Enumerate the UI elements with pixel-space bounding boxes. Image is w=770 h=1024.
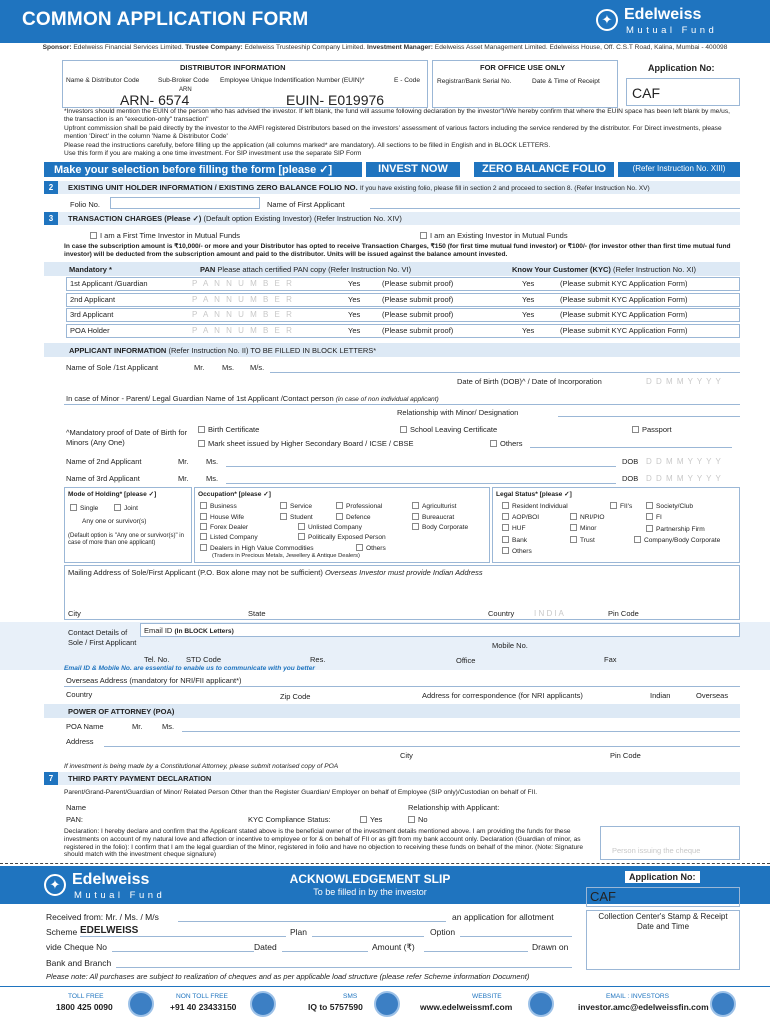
pan-yes-option[interactable]: Yes <box>348 325 361 335</box>
sms-label: SMS <box>343 993 358 1000</box>
pin-label: Pin Code <box>608 609 639 618</box>
section-2-title: EXISTING UNIT HOLDER INFORMATION / EXISTING ZERO BALANCE FOLIO NO. If you have existing folio, please fill in section 2 and proceed to section 8. (Refer Instruction No. XV) <box>68 183 650 192</box>
occupation-checkbox[interactable] <box>298 533 305 540</box>
existing-checkbox[interactable] <box>420 232 427 239</box>
distributor-col-subbroker: Sub-Broker Code <box>158 77 209 84</box>
occupation-checkbox[interactable] <box>200 513 207 520</box>
occupation-checkbox[interactable] <box>412 502 419 509</box>
form-header <box>0 0 770 43</box>
legal-status-checkbox[interactable] <box>646 513 653 520</box>
applicant-info-title: APPLICANT INFORMATION (Refer Instruction No. II) TO BE FILLED IN BLOCK LETTERS* <box>69 346 377 355</box>
selection-refer: (Refer Instruction No. XIII) <box>618 162 740 177</box>
state-label: State <box>248 609 266 618</box>
occupation-checkbox[interactable] <box>200 544 207 551</box>
occupation-option[interactable]: Defence <box>336 513 371 521</box>
relationship-input[interactable] <box>558 416 740 417</box>
legal-status-checkbox[interactable] <box>570 513 577 520</box>
marksheet-checkbox[interactable] <box>198 440 205 447</box>
envelope-icon <box>710 991 736 1017</box>
dob-label: Date of Birth (DOB)^ / Date of Incorporation <box>457 377 602 386</box>
plan-input[interactable] <box>312 936 424 937</box>
tp-no-option[interactable]: No <box>408 815 428 824</box>
legal-status-checkbox[interactable] <box>646 502 653 509</box>
communication-note: Email ID & Mobile No. are essential to enable us to communicate with you better <box>64 665 315 672</box>
pan-row-label: 1st Applicant /Guardian <box>70 279 148 288</box>
third-applicant-label: Name of 3rd Applicant <box>66 474 140 483</box>
application-no-label: Application No: <box>648 63 715 73</box>
kyc-proof-label: (Please submit KYC Application Form) <box>560 310 688 319</box>
legal-status-checkbox[interactable] <box>502 547 509 554</box>
kyc-yes-option[interactable]: Yes <box>522 294 535 304</box>
arn-small: ARN <box>179 87 192 93</box>
section-3-num: 3 <box>44 212 58 225</box>
sms-icon <box>374 991 400 1017</box>
ack-logo-sub: Mutual Fund <box>74 890 166 901</box>
occupation-option[interactable]: House Wife <box>200 513 244 521</box>
pan-row-label: 2nd Applicant <box>70 294 116 304</box>
poa-name-label: POA Name <box>66 722 104 731</box>
declaration-text: Declaration: I hereby declare and confirm that the Applicant stated above is the beneficial owner of the investment details mentioned above. I am providing the funds for these investments on account of my natural love and affection or incentive to employee or for & on behalf of FII or as gift from my bank account only. Declaration (Guardian of minor, as registered in the folio): I confirm that I am the legal guardian of the Minor, registered in folio and have no objection to receiving these funds on behalf of the minor. (Note: Signature should match with the investment cheque signature) <box>64 828 584 859</box>
pan-number-input[interactable]: P A N N U M B E R <box>192 279 294 288</box>
third-ms[interactable]: Ms. <box>206 474 219 483</box>
legal-status-option[interactable]: Company/Body Corporate <box>634 536 720 544</box>
occupation-option[interactable]: Listed Company <box>200 533 258 541</box>
tel-label: Tel. No. <box>144 655 170 664</box>
mandatory-label: Mandatory * <box>69 265 112 274</box>
legal-status-option[interactable]: Society/Club <box>646 502 693 510</box>
relationship-label: Relationship with Minor/ Designation <box>397 408 519 417</box>
legal-status-option[interactable]: AOP/BOI <box>502 513 539 521</box>
distributor-heading: DISTRIBUTOR INFORMATION <box>180 63 286 72</box>
occupation-checkbox[interactable] <box>336 502 343 509</box>
distributor-col-ecode: E - Code <box>394 77 421 84</box>
bank-label: Bank and Branch <box>46 958 112 968</box>
legal-status-option[interactable]: Others <box>502 547 532 555</box>
holding-any[interactable]: Any one or survivor(s) <box>82 518 147 525</box>
pan-yes-option[interactable]: Yes <box>348 294 361 304</box>
office-col-date: Date & Time of Receipt <box>532 78 600 85</box>
email-label: Email ID (In BLOCK Letters) <box>144 626 234 635</box>
poa-address-label: Address <box>66 737 94 746</box>
occupation-checkbox[interactable] <box>412 513 419 520</box>
kyc-heading: Know Your Customer (KYC) (Refer Instruction No. XI) <box>512 265 696 274</box>
occupation-checkbox[interactable] <box>280 513 287 520</box>
euin-note: *Investors should mention the EUIN of the person who has advised the investor. If left blank, the fund will assume following declaration by the investor"I/We hereby confirm that where the EUIN space has been left blank by me/us, the transaction is an "execution-only" transaction" <box>64 108 730 123</box>
city-label: City <box>68 609 81 618</box>
caf-label: CAF <box>632 85 660 101</box>
nontollfree-label: NON TOLL FREE <box>176 993 228 1000</box>
invest-now-option[interactable]: INVEST NOW <box>366 162 460 177</box>
distributor-col-euin: Employee Unique Indentification Number (EUIN)* <box>220 77 365 84</box>
stamp-label: Collection Center's Stamp & Receipt Date and Time <box>598 912 728 931</box>
occupation-checkbox[interactable] <box>412 523 419 530</box>
correspondence-label: Address for correspondence (for NRI applicants) <box>422 691 583 700</box>
pan-number-input[interactable]: P A N N U M B E R <box>192 294 294 304</box>
minor-label: In case of Minor - Parent/ Legal Guardian Name of 1st Applicant /Contact person (in case of non individual applicant) <box>66 394 439 403</box>
legal-status-checkbox[interactable] <box>570 524 577 531</box>
office-col-serial: Registrar/Bank Serial No. <box>437 78 512 85</box>
phone-icon <box>128 991 154 1017</box>
birth-cert-checkbox[interactable] <box>198 426 205 433</box>
legal-status-option[interactable]: NRI/PIO <box>570 513 605 521</box>
occupation-checkbox[interactable] <box>200 533 207 540</box>
occupation-option[interactable]: Service <box>280 502 312 510</box>
occupation-note: (Traders in Precious Metals, Jewellery & Antique Dealers) <box>212 553 360 559</box>
legal-title: Legal Status* [please ✓] <box>496 491 572 498</box>
kyc-proof-label: (Please submit KYC Application Form) <box>560 279 688 288</box>
joint-checkbox[interactable] <box>114 504 121 511</box>
dob-input[interactable]: D D M M Y Y Y Y <box>646 377 722 386</box>
received-input[interactable] <box>178 921 446 922</box>
poa-name-input[interactable] <box>182 731 740 732</box>
legal-status-checkbox[interactable] <box>502 502 509 509</box>
pan-yes-option[interactable]: Yes <box>348 310 361 319</box>
footer <box>0 986 770 1024</box>
legal-status-checkbox[interactable] <box>570 536 577 543</box>
occupation-option[interactable]: Dealers in High Value Commodities <box>200 544 314 552</box>
scheme-input[interactable] <box>80 936 286 937</box>
pan-proof-label: (Please submit proof) <box>382 279 454 288</box>
ms-label[interactable]: Ms. <box>222 363 235 372</box>
received-label: Received from: Mr. / Ms. / M/s <box>46 912 159 922</box>
legal-status-option[interactable]: FI <box>646 513 662 521</box>
single-checkbox[interactable] <box>70 504 77 511</box>
holding-note: (Default option is "Any one or survivor(s)" in case of more than one applicant) <box>68 533 184 546</box>
tp-no-checkbox[interactable] <box>408 816 415 823</box>
dated-input[interactable] <box>282 951 368 952</box>
third-applicant-input[interactable] <box>226 483 616 484</box>
birth-cert-option[interactable]: Birth Certificate <box>198 425 259 434</box>
pan-proof-label: (Please submit proof) <box>382 325 454 335</box>
section-7-title: THIRD PARTY PAYMENT DECLARATION <box>68 774 212 783</box>
poa-ms[interactable]: Ms. <box>162 722 175 731</box>
instructions-note: Please read the instructions carefully, before filling up the application (all columns marked* are mandatory). All sections to be filled in English and in BLOCK LETTERS. <box>64 142 551 149</box>
poa-heading: POWER OF ATTORNEY (POA) <box>68 707 175 716</box>
legal-status-checkbox[interactable] <box>646 525 653 532</box>
occupation-option[interactable]: Unlisted Company <box>298 523 362 531</box>
pan-number-input[interactable]: P A N N U M B E R <box>192 310 294 319</box>
plan-label: Plan <box>290 927 308 937</box>
third-dob-label: DOB <box>622 474 639 483</box>
overseas-option[interactable]: Overseas <box>696 691 729 700</box>
occupation-checkbox[interactable] <box>200 523 207 530</box>
occupation-option[interactable]: Agriculturist <box>412 502 456 510</box>
ack-app-no-label: Application No: <box>625 871 700 883</box>
second-applicant-input[interactable] <box>226 466 616 467</box>
occupation-checkbox[interactable] <box>356 544 363 551</box>
allotment-label: an application for allotment <box>452 912 554 922</box>
form-title: COMMON APPLICATION FORM <box>22 9 309 30</box>
mailing-label: Mailing Address of Sole/First Applicant (P.O. Box alone may not be sufficient) Overseas Investor must provide Indian Address <box>68 568 483 577</box>
std-label: STD Code <box>186 655 222 664</box>
occupation-option[interactable]: Forex Dealer <box>200 523 248 531</box>
poa-city-label: City <box>400 751 413 760</box>
occupation-option[interactable]: Others <box>356 544 386 552</box>
second-ms[interactable]: Ms. <box>206 457 219 466</box>
logo-name: Edelweiss <box>624 6 702 23</box>
occupation-checkbox[interactable] <box>336 513 343 520</box>
ack-title: ACKNOWLEDGEMENT SLIP <box>289 872 451 886</box>
third-dob-input[interactable]: D D M M Y Y Y Y <box>646 474 722 483</box>
website-label: WEBSITE <box>472 993 502 1000</box>
folio-input[interactable] <box>110 197 260 209</box>
others-option[interactable]: Others <box>490 439 523 448</box>
dated-label: Dated <box>254 942 277 952</box>
second-applicant-label: Name of 2nd Applicant <box>66 457 142 466</box>
office-heading: FOR OFFICE USE ONLY <box>480 63 566 72</box>
ack-caf: CAF <box>590 889 616 904</box>
others-input[interactable] <box>530 447 732 448</box>
others-checkbox[interactable] <box>490 440 497 447</box>
option-label: Option <box>430 927 456 937</box>
pan-heading: PAN Please attach certified PAN copy (Refer Instruction No. VI) <box>200 265 412 274</box>
tp-kyc-label: KYC Compliance Status: <box>248 815 331 824</box>
legal-status-option[interactable]: Bank <box>502 536 527 544</box>
pan-proof-label: (Please submit proof) <box>382 294 454 304</box>
mobile-label: Mobile No. <box>492 641 528 650</box>
amount-label: Amount (₹) <box>372 942 415 952</box>
ack-sub: To be filled in by the investor <box>313 887 427 897</box>
sole-applicant-input[interactable] <box>270 372 740 373</box>
tp-pan-label: PAN: <box>66 815 83 824</box>
scheme-value[interactable]: EDELWEISS <box>80 925 139 936</box>
occupation-option[interactable]: Student <box>280 513 313 521</box>
arn-value[interactable]: ARN- 6574 <box>120 92 190 108</box>
kyc-proof-label: (Please submit KYC Application Form) <box>560 294 688 304</box>
email-link[interactable]: investor.amc@edelweissfin.com <box>578 1002 709 1012</box>
signature-label: Person issuing the cheque <box>612 846 701 855</box>
section-2-num: 2 <box>44 181 58 194</box>
poa-mr[interactable]: Mr. <box>132 722 143 731</box>
second-dob-label: DOB <box>622 457 639 466</box>
tollfree-label: TOLL FREE <box>68 993 104 1000</box>
tp-name-label: Name <box>66 803 87 812</box>
cheque-label: vide Cheque No <box>46 942 107 952</box>
email-label-footer: EMAIL : INVESTORS <box>606 993 670 1000</box>
scheme-label: Scheme <box>46 927 78 937</box>
fax-label: Fax <box>604 655 617 664</box>
third-mr[interactable]: Mr. <box>178 474 189 483</box>
zip-label: Zip Code <box>280 692 311 701</box>
overseas-country-label: Country <box>66 690 93 699</box>
holding-box <box>64 487 192 563</box>
mobile-icon <box>250 991 276 1017</box>
res-label: Res. <box>310 655 326 664</box>
selection-bar: Make your selection before filling the form [please ✓] <box>44 162 362 177</box>
occupation-option[interactable]: Body Corporate <box>412 523 468 531</box>
option-input[interactable] <box>460 936 572 937</box>
zero-balance-option[interactable]: ZERO BALANCE FOLIO <box>474 162 614 177</box>
pan-yes-option[interactable]: Yes <box>348 279 361 288</box>
occupation-checkbox[interactable] <box>280 502 287 509</box>
tollfree-number[interactable]: 1800 425 0090 <box>56 1002 113 1012</box>
holding-title: Mode of Holding* [please ✓] <box>68 491 157 498</box>
ack-note: Please note: All purchases are subject to realization of cheques and as per applicable load structure (please refer Scheme information Document) <box>46 972 530 981</box>
legal-status-option[interactable]: Trust <box>570 536 595 544</box>
poa-pin-label: Pin Code <box>610 751 641 760</box>
first-applicant-label: Name of First Applicant <box>267 200 345 209</box>
first-time-option[interactable]: I am a First Time Investor in Mutual Funds <box>90 231 240 240</box>
legal-status-option[interactable]: Resident Individual <box>502 502 568 510</box>
nontollfree-number[interactable]: +91 40 23433150 <box>170 1002 237 1012</box>
guardian-input[interactable] <box>64 404 740 405</box>
legal-status-checkbox[interactable] <box>610 502 617 509</box>
section-7-sub: Parent/Grand-Parent/Guardian of Minor/ Related Person Other than the Register Guardian/ Employer on behalf of Employee (SIP only)/Custodian on behalf of FII. <box>64 789 538 796</box>
country-value: I N D I A <box>534 609 564 618</box>
bank-input[interactable] <box>116 967 572 968</box>
overseas-address-input[interactable] <box>64 686 740 687</box>
dob-proof-label: ^Mandatory proof of Date of Birth for Minors (Any One) <box>66 428 188 447</box>
poa-note: If investment is being made by a Constitutional Attorney, please submit notarised copy of POA <box>64 763 339 770</box>
occupation-option[interactable]: Business <box>200 502 237 510</box>
globe-icon <box>528 991 554 1017</box>
pan-proof-label: (Please submit proof) <box>382 310 454 319</box>
occupation-checkbox[interactable] <box>200 502 207 509</box>
legal-status-checkbox[interactable] <box>502 513 509 520</box>
school-cert-option[interactable]: School Leaving Certificate <box>400 425 497 434</box>
occupation-title: Occupation* [please ✓] <box>198 491 271 498</box>
office-label: Office <box>456 656 476 665</box>
commission-note: Upfront commission shall be paid directly by the investor to the AMFI registered Distributors based on the investors' assessment of various factors including the service rendered by the distributor. For Direct investments, please mention 'Direct' in the column 'Name & Distributor Code' <box>64 125 722 140</box>
footer-rule <box>0 986 770 987</box>
occupation-checkbox[interactable] <box>298 523 305 530</box>
pan-row-label: 3rd Applicant <box>70 310 114 319</box>
legal-status-option[interactable]: FII's <box>610 502 632 510</box>
tp-relationship-label: Relationship with Applicant: <box>408 803 500 812</box>
kyc-proof-label: (Please submit KYC Application Form) <box>560 325 688 335</box>
contact-label: Contact Details of Sole / First Applicant <box>68 628 137 647</box>
amount-input[interactable] <box>424 951 528 952</box>
second-dob-input[interactable]: D D M M Y Y Y Y <box>646 457 722 466</box>
ack-logo-icon: ✦ <box>44 874 66 896</box>
application-no-field[interactable] <box>626 78 740 106</box>
cheque-input[interactable] <box>112 951 254 952</box>
tp-yes-checkbox[interactable] <box>360 816 367 823</box>
poa-address-input[interactable] <box>104 746 740 747</box>
kyc-yes-option[interactable]: Yes <box>522 325 535 335</box>
kyc-yes-option[interactable]: Yes <box>522 310 535 319</box>
sole-applicant-label: Name of Sole /1st Applicant <box>66 363 159 372</box>
tear-line <box>0 863 770 864</box>
legal-status-checkbox[interactable] <box>502 524 509 531</box>
passport-option[interactable]: Passport <box>632 425 672 434</box>
sip-note: Use this form if you are making a one time investment. For SIP investment use the separate SIP Form <box>64 150 362 157</box>
first-time-checkbox[interactable] <box>90 232 97 239</box>
occupation-option[interactable]: Politically Exposed Person <box>298 533 386 541</box>
first-applicant-input[interactable] <box>370 208 740 209</box>
transaction-note: In case the subscription amount is ₹10,000/- or more and your Distributor has opted to receive Transaction Charges, ₹150 (for first time mutual fund investor) or ₹100/- (for investor other than first time mutual fund investor) will be deducted from the subscription amount and paid to the distributor. Units will be issued against the balance amount invested. <box>64 243 731 258</box>
ack-logo-name: Edelweiss <box>72 871 150 888</box>
sms-number[interactable]: IQ to 5757590 <box>308 1002 363 1012</box>
existing-option[interactable]: I am an Existing Investor in Mutual Funds <box>420 231 568 240</box>
legal-status-option[interactable]: HUF <box>502 524 526 532</box>
mrs-label[interactable]: M/s. <box>250 363 265 372</box>
legal-status-checkbox[interactable] <box>502 536 509 543</box>
overseas-address-label: Overseas Address (mandatory for NRI/FII applicant*) <box>66 676 242 685</box>
kyc-yes-option[interactable]: Yes <box>522 279 535 288</box>
holding-joint[interactable]: Joint <box>114 504 138 512</box>
second-mr[interactable]: Mr. <box>178 457 189 466</box>
distributor-col-name: Name & Distributor Code <box>66 77 140 84</box>
occupation-option[interactable]: Bureaucrat <box>412 513 454 521</box>
drawn-label: Drawn on <box>532 942 569 952</box>
sponsor-line: Sponsor: Edelweiss Financial Services Limited. Trustee Company: Edelweiss Trusteeship Company Limited. Investment Manager: Edelweiss Asset Management Limited. Edelweiss House, Off. C.S.T Road, Kalina, Mumbai - 400098 <box>42 44 728 51</box>
school-cert-checkbox[interactable] <box>400 426 407 433</box>
euin-value[interactable]: EUIN- E019976 <box>286 92 385 108</box>
pan-number-input[interactable]: P A N N U M B E R <box>192 325 294 335</box>
pan-row-label: POA Holder <box>70 325 110 335</box>
logo-sub: Mutual Fund <box>626 25 718 36</box>
edelweiss-logo-icon: ✦ <box>596 9 618 31</box>
website-link[interactable]: www.edelweissmf.com <box>420 1002 513 1012</box>
tp-yes-option[interactable]: Yes <box>360 815 382 824</box>
legal-status-checkbox[interactable] <box>634 536 641 543</box>
passport-checkbox[interactable] <box>632 426 639 433</box>
holding-single[interactable]: Single <box>70 504 98 512</box>
occupation-option[interactable]: Professional <box>336 502 382 510</box>
mr-label[interactable]: Mr. <box>194 363 205 372</box>
legal-status-option[interactable]: Minor <box>570 524 597 532</box>
section-3-title: TRANSACTION CHARGES (Please ✓) (Default option Existing Investor) (Refer Instruction No. XIV) <box>68 214 402 223</box>
section-7-num: 7 <box>44 772 58 785</box>
country-label: Country <box>488 609 515 618</box>
legal-status-option[interactable]: Partnership Firm <box>646 525 705 533</box>
indian-option[interactable]: Indian <box>650 691 671 700</box>
folio-label: Folio No. <box>70 200 101 209</box>
marksheet-option[interactable]: Mark sheet issued by Higher Secondary Board / ICSE / CBSE <box>198 439 414 448</box>
